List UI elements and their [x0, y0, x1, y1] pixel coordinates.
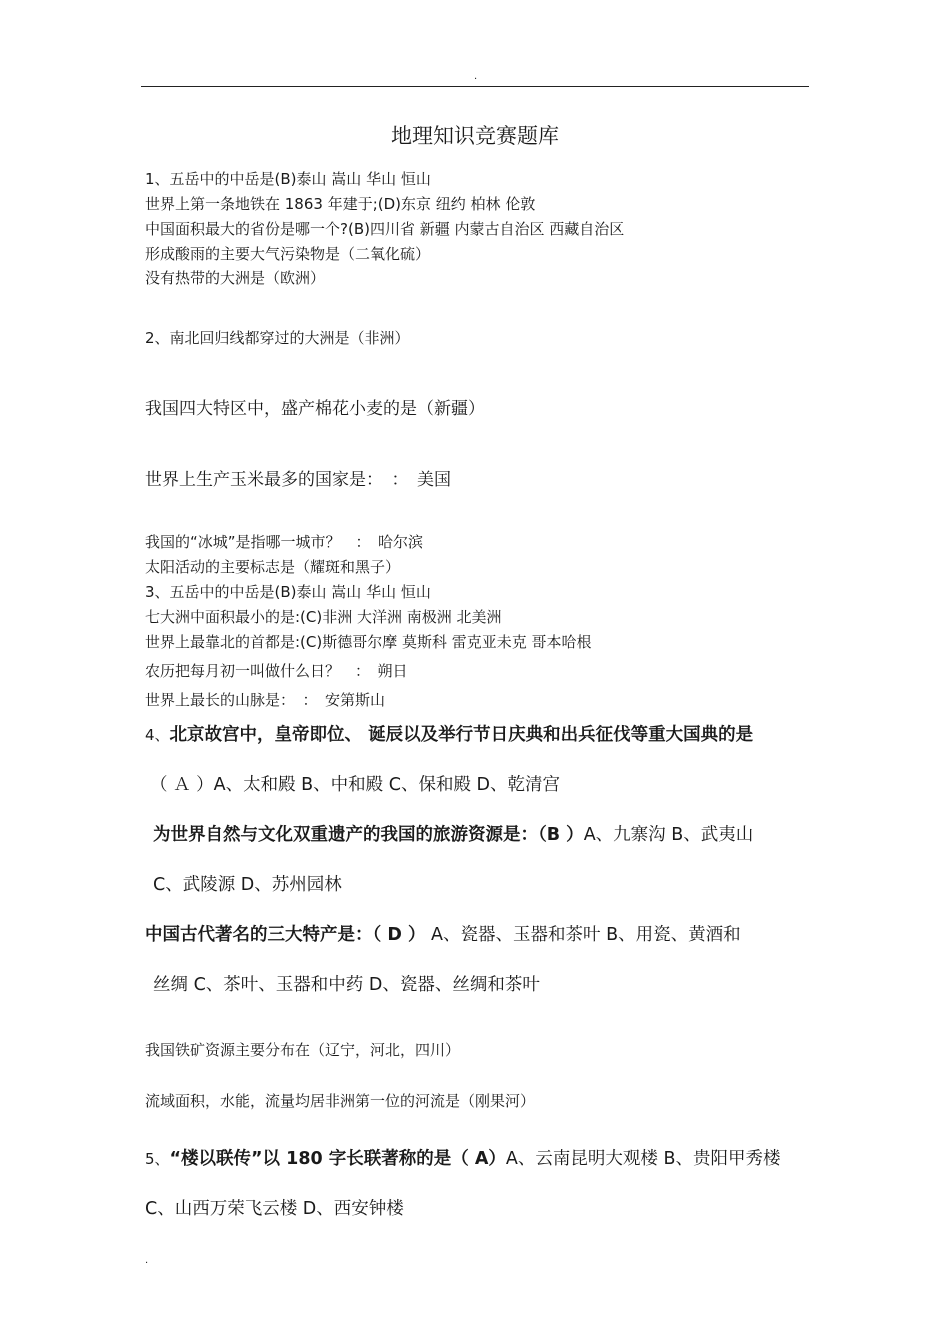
footer-dot: .	[145, 1255, 149, 1266]
text-line: 我国的“冰城”是指哪一城市？ ： 哈尔滨	[145, 533, 424, 551]
question-6	[145, 923, 741, 947]
question-4	[145, 723, 753, 747]
question-5	[153, 823, 753, 847]
question-number: 5、	[145, 1150, 170, 1168]
text-line: 世界上最靠北的首都是:(C)斯德哥尔摩 莫斯科 雷克亚未克 哥本哈根	[145, 633, 592, 651]
text-line: 世界上最长的山脉是： ： 安第斯山	[145, 691, 386, 709]
answer-options: A、九寨沟 B、武夷山	[583, 825, 754, 845]
text-line: 2、南北回归线都穿过的大洲是（非洲）	[145, 329, 410, 347]
header-rule	[141, 86, 809, 87]
text-line: 中国面积最大的省份是哪一个?(B)四川省 新疆 内蒙古自治区 西藏自治区	[145, 220, 625, 238]
question-text: 北京故宫中，皇帝即位、 诞辰以及举行节日庆典和出兵征伐等重大国典的是	[169, 725, 754, 745]
text-line: 我国四大特区中，盛产棉花小麦的是（新疆）	[145, 399, 485, 419]
text-line: 1、五岳中的中岳是(B)泰山 嵩山 华山 恒山	[145, 170, 431, 188]
question-text: 为世界自然与文化双重遗产的我国的旅游资源是：（B ）	[153, 825, 584, 845]
answer-options: 丝绸 C、茶叶、玉器和中药 D、瓷器、丝绸和茶叶	[153, 975, 540, 995]
answer-options: A、瓷器、玉器和茶叶 B、用瓷、黄酒和	[431, 925, 741, 945]
question-text: 中国古代著名的三大特产是：（ D ）	[145, 925, 426, 945]
text-line: 形成酸雨的主要大气污染物是（二氧化硫）	[145, 245, 431, 263]
text-line: 3、五岳中的中岳是(B)泰山 嵩山 华山 恒山	[145, 583, 431, 601]
text-line: 我国铁矿资源主要分布在（辽宁，河北，四川）	[145, 1041, 461, 1059]
text-line: 世界上生产玉米最多的国家是： ： 美国	[145, 470, 451, 490]
text-line: 七大洲中面积最小的是:(C)非洲 大洋洲 南极洲 北美洲	[145, 608, 502, 626]
question-9	[145, 1147, 780, 1171]
question-text: “楼以联传”以 180 字长联著称的是（ A）	[169, 1149, 506, 1169]
question-number: 4、	[145, 726, 170, 744]
header-dot: .	[474, 71, 478, 82]
answer-options: A、云南昆明大观楼 B、贵阳甲秀楼	[505, 1149, 781, 1169]
answer-options: C、山西万荣飞云楼 D、西安钟楼	[145, 1199, 404, 1219]
text-line: 太阳活动的主要标志是（耀斑和黑子）	[145, 558, 401, 576]
answer-options: （ Ａ ）A、太和殿 B、中和殿 C、保和殿 D、乾清宫	[150, 775, 560, 795]
text-line: 没有热带的大洲是（欧洲）	[145, 269, 326, 287]
page-title: 地理知识竞赛题库	[391, 124, 559, 148]
text-line: 农历把每月初一叫做什么日？ ： 朔日	[145, 662, 408, 680]
answer-options: C、武陵源 D、苏州园林	[153, 875, 342, 895]
text-line: 世界上第一条地铁在 1863 年建于;(D)东京 纽约 柏林 伦敦	[145, 195, 536, 213]
text-line: 流域面积，水能，流量均居非洲第一位的河流是（刚果河）	[145, 1092, 536, 1110]
